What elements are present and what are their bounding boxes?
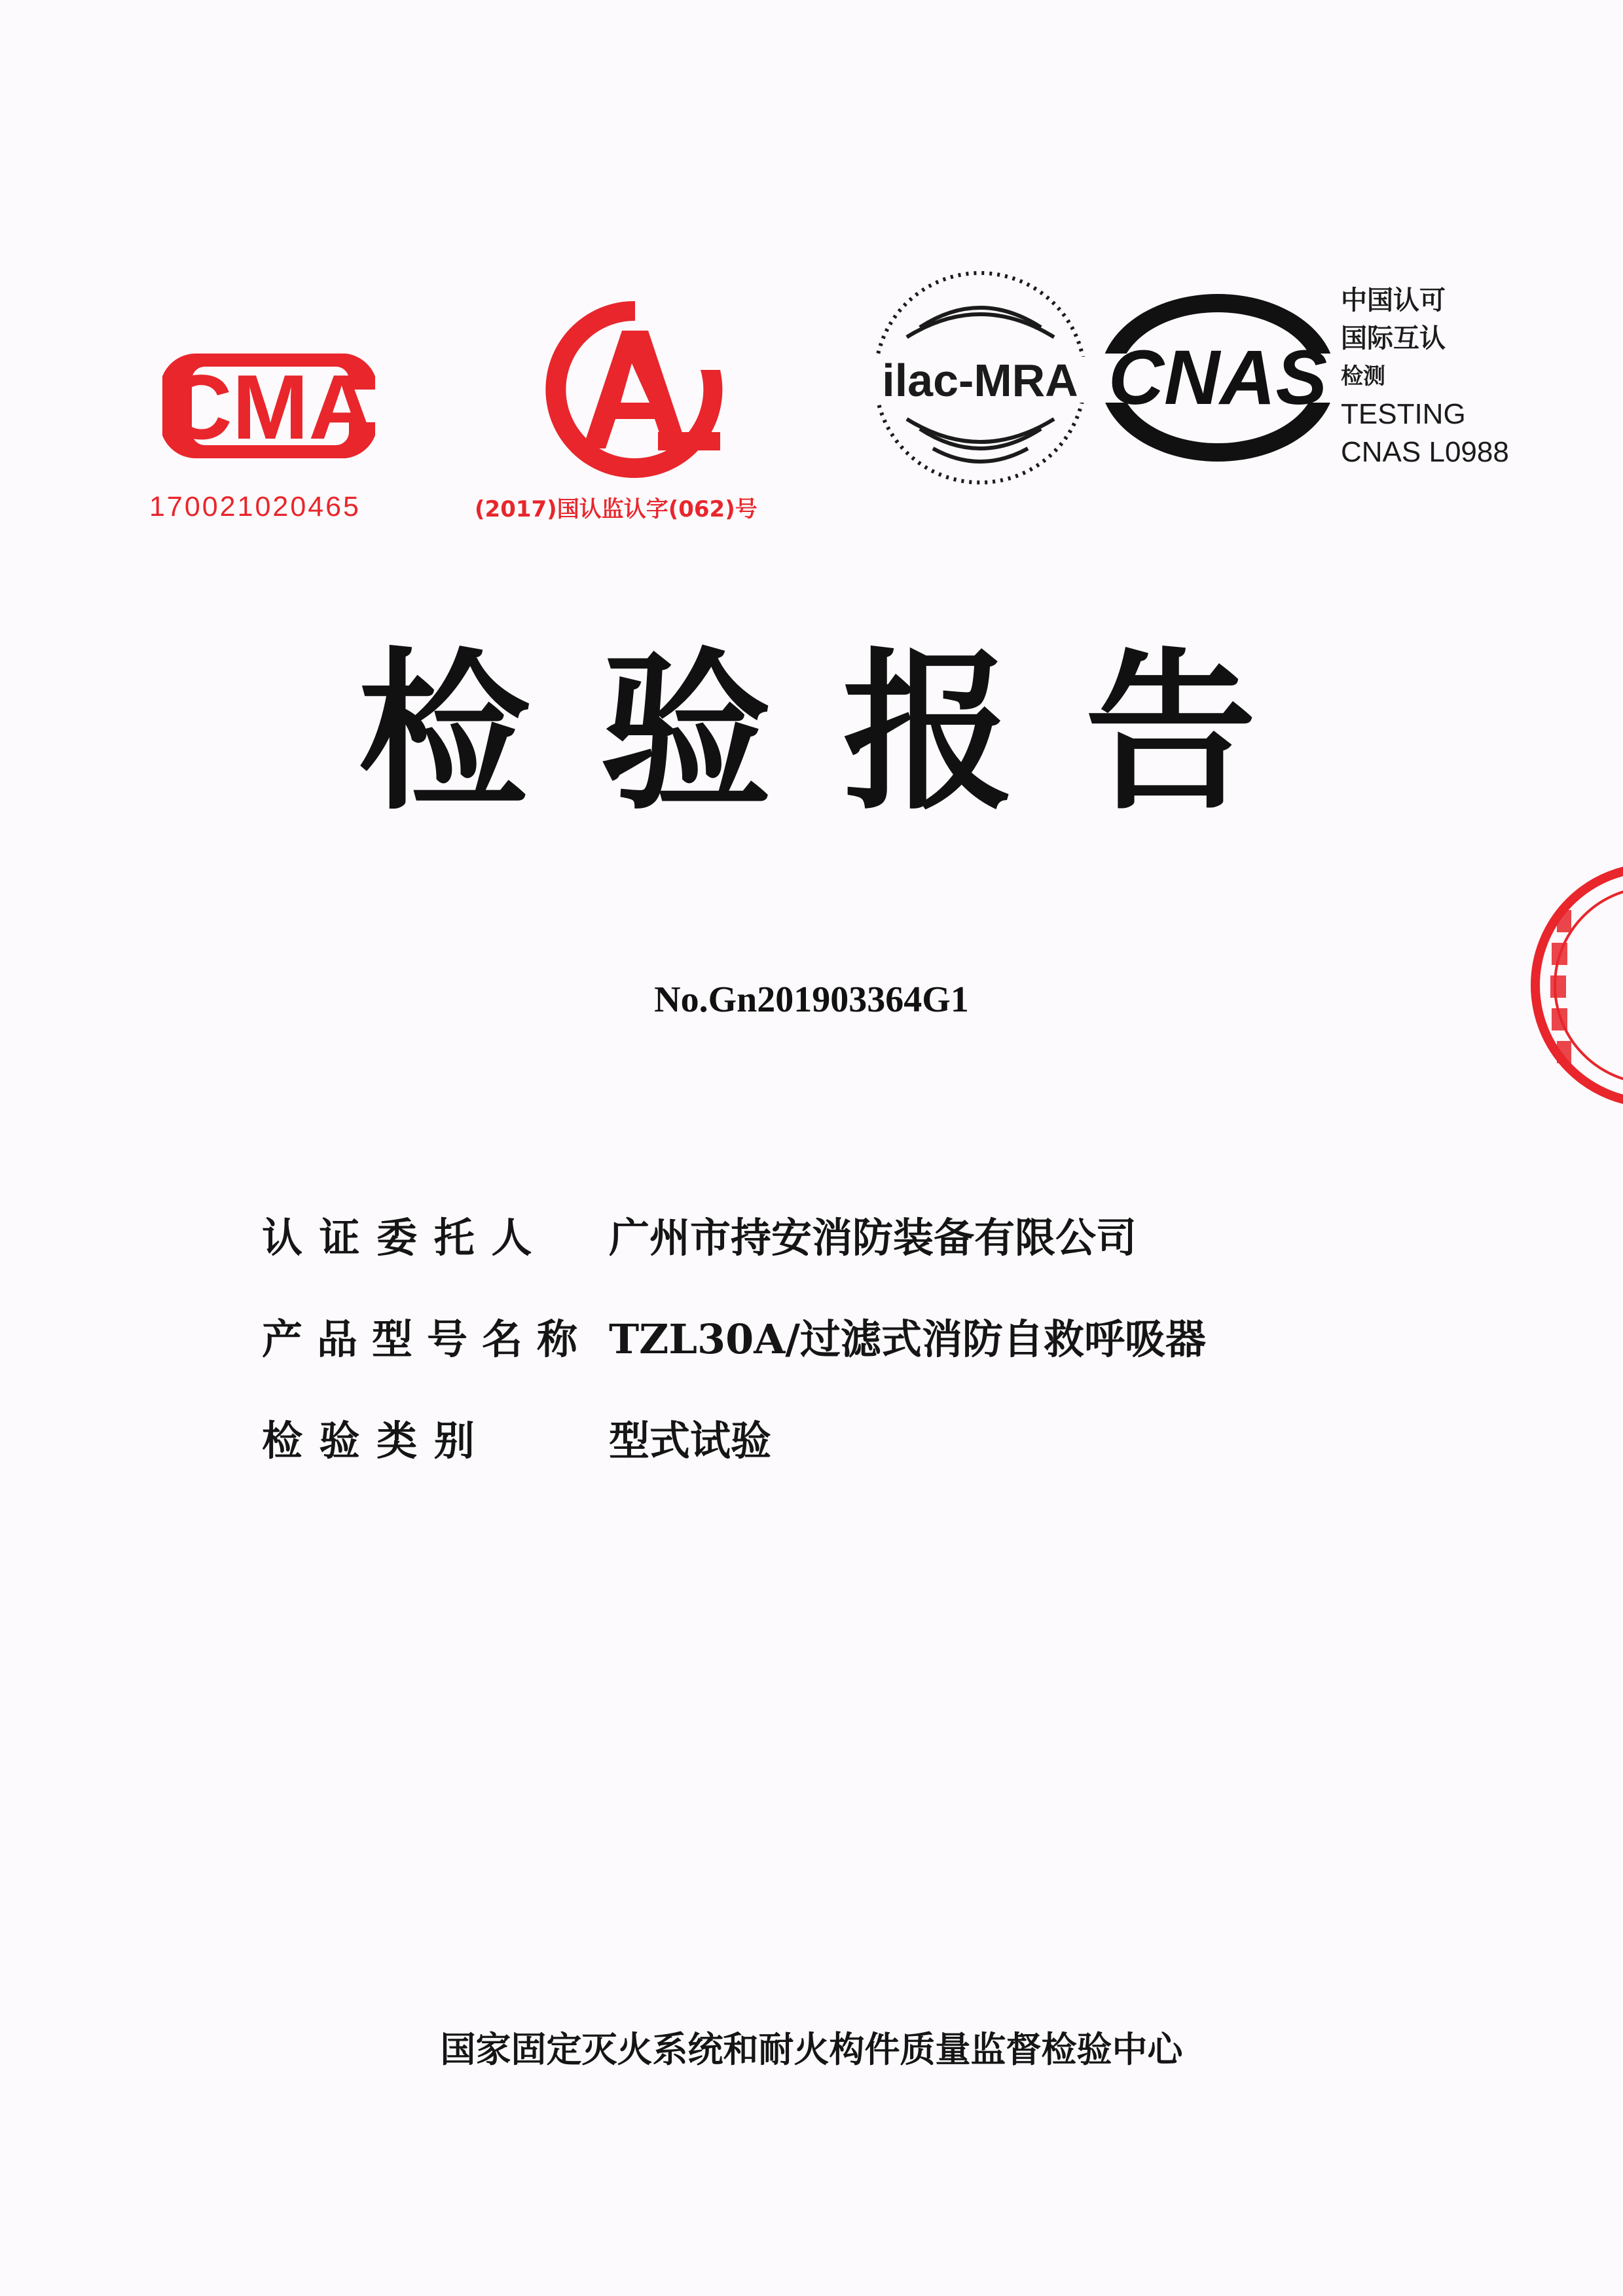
cma-logo xyxy=(149,340,392,471)
field-row-client xyxy=(262,1205,1137,1264)
field-value: 广州市持安消防装备有限公司 xyxy=(609,1213,1137,1262)
field-label: 检 验 类 别 xyxy=(262,1416,476,1465)
cma-mark-text: CMA xyxy=(166,355,375,458)
cnas-text-line1: 中国认可 xyxy=(1341,285,1446,316)
cal-logo xyxy=(524,291,746,488)
report-number: No.Gn201903364G1 xyxy=(654,979,969,1020)
cnas-logo xyxy=(1097,291,1339,465)
field-value: TZL30A/过滤式消防自救呼吸器 xyxy=(609,1315,1207,1363)
cnas-text-line2: 国际互认 xyxy=(1341,323,1446,354)
cnas-text-line3: 检测 xyxy=(1341,363,1385,390)
field-label: 产品型号名称 xyxy=(262,1315,593,1363)
cnas-mark-text: CNAS xyxy=(1108,335,1328,421)
cal-mark-text: CAL xyxy=(634,484,636,485)
cnas-accreditation-text xyxy=(1341,282,1537,471)
cnas-text-line5: CNAS L0988 xyxy=(1341,436,1509,468)
seal-stamp xyxy=(1525,858,1623,1113)
cal-certificate-code: (2017)国认监认字(062)号 xyxy=(475,496,757,522)
field-row-product xyxy=(262,1306,1206,1365)
cnas-text-line4: TESTING xyxy=(1341,398,1466,430)
field-row-inspection-type xyxy=(262,1408,771,1467)
field-value: 型式试验 xyxy=(609,1416,772,1465)
issuing-organization: 国家固定灭火系统和耐火构件质量监督检验中心 xyxy=(440,2029,1183,2070)
report-title: 检验报告 xyxy=(358,633,1327,833)
ilac-mark-text: ilac-MRA xyxy=(882,355,1078,406)
cma-certificate-code: 170021020465 xyxy=(149,491,361,522)
field-label: 认 证 委 托 人 xyxy=(262,1213,534,1262)
ilac-mra-logo xyxy=(867,265,1093,491)
